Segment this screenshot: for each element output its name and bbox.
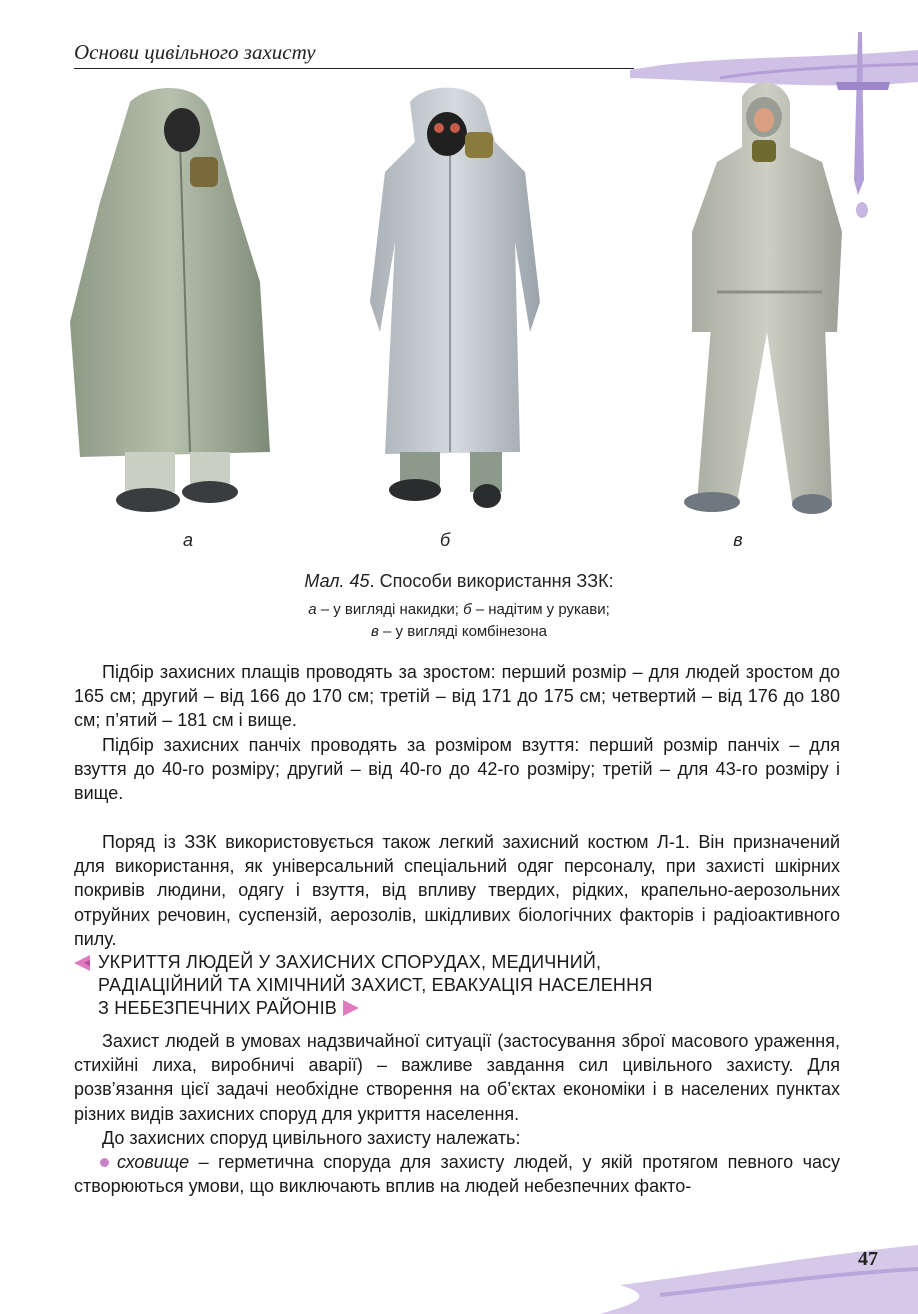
caption-subline-1 <box>0 601 918 618</box>
bullet-term: сховище <box>117 1152 190 1172</box>
figure-label-a: а <box>182 530 193 550</box>
bullet-item-shelter <box>74 1150 840 1198</box>
running-title: Основи цивільного захисту <box>74 40 316 64</box>
section-heading-line-2: РАДІАЦІЙНИЙ ТА ХІМІЧНИЙ ЗАХИСТ, ЕВАКУАЦІЯ НАСЕЛЕННЯ <box>98 975 653 995</box>
figure-label-c: в <box>733 530 743 550</box>
caption-text-a: – у вигляді накидки; <box>316 601 464 618</box>
figure-caption <box>0 571 918 592</box>
header-rule <box>74 68 634 69</box>
figure-b-sleeved-coat-image <box>345 82 575 527</box>
paragraph-protection-intro: Захист людей в умовах надзвичайної ситуації (застосування зброї масового ураження, стихійні лиха, виробничі аварії) – важливе завдання сил цивільного захисту. Для розв’язання цієї задачі необхідне створення на об’єктах економіки і в населених пунктах різних видів захисних споруд для укриття населення. <box>74 1031 840 1124</box>
caption-title: . Способи використання ЗЗК: <box>369 571 614 591</box>
section-heading-line-1: УКРИТТЯ ЛЮДЕЙ У ЗАХИСНИХ СПОРУДАХ, МЕДИЧНИЙ, <box>98 952 602 972</box>
caption-key-a: а <box>308 601 317 618</box>
caption-prefix: Мал. 45 <box>304 571 370 591</box>
caption-text-c: – у вигляді комбінезона <box>378 623 547 640</box>
bullet-text: – герметична споруда для захисту людей, у якій протягом певного часу створюються умови, що виключають вплив на людей небезпечних факто- <box>74 1152 840 1197</box>
paragraph-cloak-sizes: Підбір захисних плащів проводять за зростом: перший розмір – для людей зростом до 165 см; другий – від 166 до 170 см; третій – від 171 до 175 см; четвертий – від 176 до 180 см; п’ятий – 181 см і вище. <box>74 662 840 731</box>
paragraph-stocking-sizes: Підбір захисних панчіх проводять за розміром взуття: перший розмір панчіх – для взуття до 40-го розміру; другий – від 40-го до 42-го розміру; третій – для 43-го розміру і вище. <box>74 735 840 804</box>
figure-a-cape-image <box>60 82 290 527</box>
caption-key-b: б <box>463 601 472 618</box>
figure-label-b: б <box>439 530 451 550</box>
triangle-right-icon <box>343 1000 361 1016</box>
section-heading-line-3: З НЕБЕЗПЕЧНИХ РАЙОНІВ <box>98 998 338 1018</box>
caption-text-b: – надітим у рукави; <box>471 601 610 618</box>
figure-c-coverall-image <box>672 82 902 527</box>
bullet-dot-icon <box>100 1158 109 1167</box>
caption-subline-2 <box>0 623 918 640</box>
triangle-left-icon <box>74 955 94 971</box>
caption-key-c: в <box>371 623 379 640</box>
paragraph-l1-suit: Поряд із ЗЗК використовується також легкий захисний костюм Л-1. Він призначений для використання, як універсальний спеціальний одяг персоналу, при захисті шкірних покривів людини, одягу і взуття, від впливу твердих, рідких, крапельно-аерозольних отруйних речовин, суспензій, аерозолів, шкідливих біологічних факторів і радіоактивного пилу. <box>74 832 840 949</box>
section-heading <box>74 951 774 1020</box>
paragraph-structures-list-intro: До захисних споруд цивільного захисту належать: <box>102 1128 521 1148</box>
page-number: 47 <box>858 1248 878 1270</box>
